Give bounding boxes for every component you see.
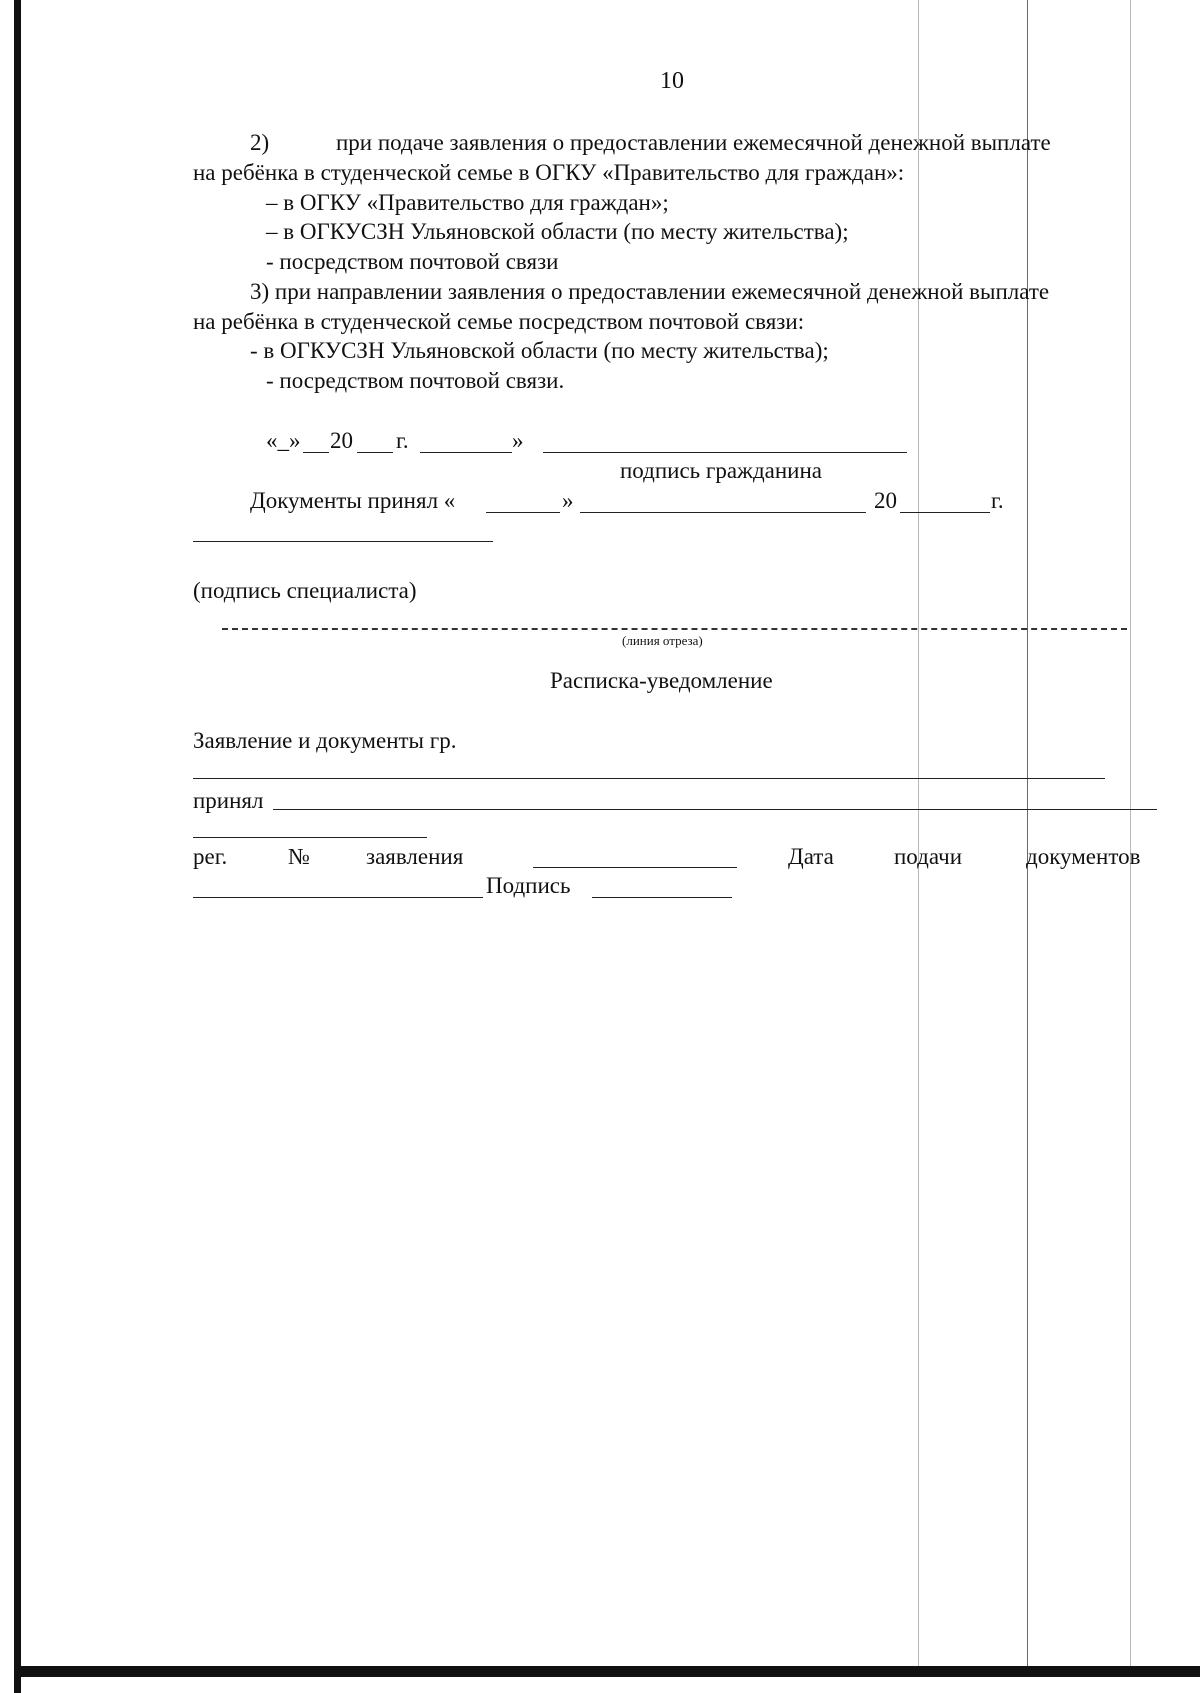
item-2-option: – в ОГКУСЗН Ульяновской области (по месту жительства); [266,219,849,244]
date-day-blank [303,452,329,453]
specialist-signature-blank [193,541,493,542]
submission-date-blank [193,897,483,898]
applicant-name-blank [193,778,1105,779]
item-2-option: – в ОГКУ «Правительство для граждан»; [266,190,669,215]
year-blank [357,452,393,453]
page-number: 10 [660,68,684,94]
citizen-signature-blank [543,452,907,453]
date-open-quote: «_» [266,428,301,453]
documents-accepted-label: Документы принял « [250,488,456,513]
item-3-option: - посредством почтовой связи. [266,368,565,393]
specialist-signature-caption: (подпись специалиста) [193,578,417,603]
cut-line [222,628,1127,630]
accepted-by-continuation-blank [193,837,427,838]
reg-label: рег. [193,844,228,869]
registration-number-blank [533,867,737,868]
accepted-close-quote: » [562,488,574,513]
date-extra-blank [420,452,512,453]
item-3-line-2: на ребёнка в студенческой семье посредством почтовой связи: [193,309,805,334]
date-label: Дата [788,844,834,869]
accepted-by-blank [273,809,1157,810]
item-2-line-1: при подаче заявления о предоставлении ежемесячной денежной выплате [336,130,1051,155]
signature-label: Подпись [486,873,571,898]
accepted-year-suffix: г. [991,488,1004,513]
accepted-year-prefix: 20 [874,488,897,513]
receipt-accepted-label: принял [193,788,264,813]
scan-fold-line [1027,0,1028,1666]
item-3-line-1: 3) при направлении заявления о предоставлении ежемесячной денежной выплате [250,279,1050,304]
accepted-month-blank [580,512,866,513]
accepted-day-blank [486,512,560,513]
documents-label: документов [1026,844,1141,869]
item-3-option: - в ОГКУСЗН Ульяновской области (по месту жительства); [250,338,829,363]
year-suffix: г. [396,428,409,453]
cut-line-caption: (линия отреза) [622,633,703,648]
scan-fold-line [918,0,919,1666]
application-label: заявления [366,844,464,869]
item-2-option: - посредством почтовой связи [266,249,559,274]
year-prefix: 20 [330,428,353,453]
receipt-signature-blank [592,897,732,898]
item-2-number: 2) [250,130,270,155]
scan-edge-left [14,0,21,1693]
scan-edge-bottom [14,1666,1200,1677]
date-close-quote: » [512,428,524,453]
receipt-title: Расписка-уведомление [550,668,773,693]
accepted-year-blank [900,512,990,513]
scan-fold-line [1130,0,1131,1666]
citizen-signature-caption: подпись гражданина [620,458,822,483]
item-2-line-2: на ребёнка в студенческой семье в ОГКУ «Правительство для граждан»: [193,160,905,185]
submission-label: подачи [894,844,963,869]
receipt-statement-label: Заявление и документы гр. [193,728,457,753]
number-sign: № [288,844,310,869]
